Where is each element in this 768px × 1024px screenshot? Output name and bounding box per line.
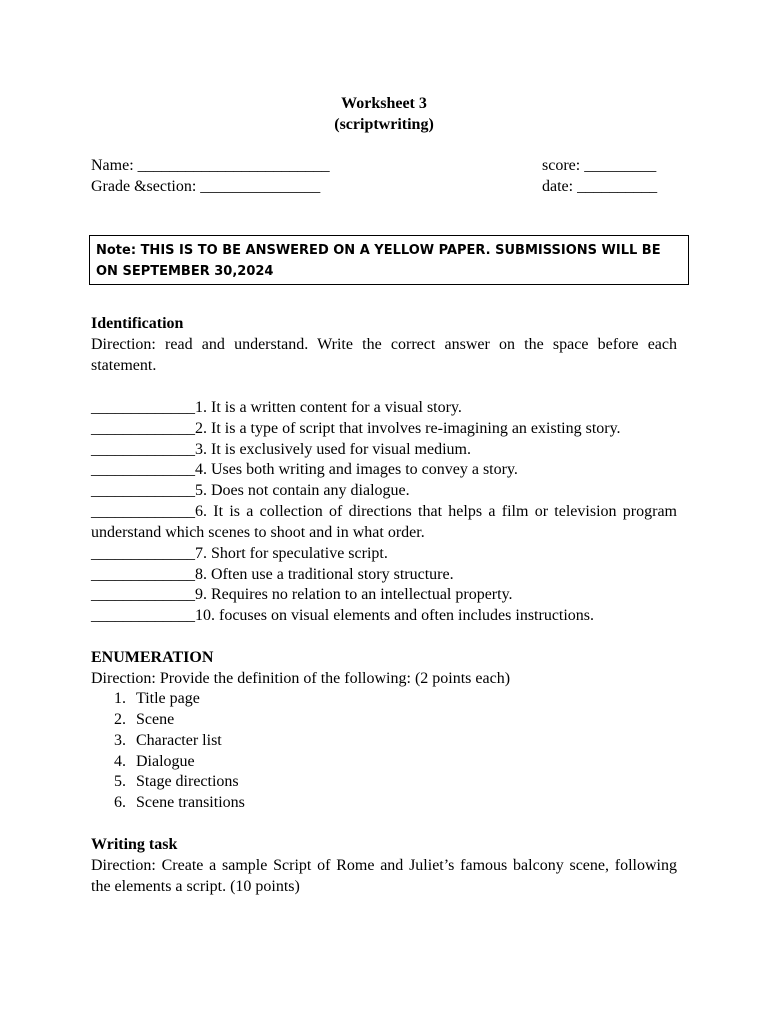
enumeration-item: Scene — [136, 711, 175, 728]
identification-heading: Identification — [91, 315, 184, 332]
identification-item: _____________2. It is a type of script that involves re-imagining an existing story. — [91, 420, 621, 437]
grade-section-field: Grade &section: _______________ — [91, 178, 321, 195]
enumeration-item: Stage directions — [136, 773, 239, 790]
identification-item: _____________6. It is a collection of directions that helps a film or television program understand which scenes to shoot and in what order. — [91, 503, 677, 541]
enumeration-number: 1. — [114, 690, 126, 707]
enumeration-number: 4. — [114, 753, 126, 770]
date-field: date: __________ — [542, 178, 658, 195]
enumeration-number: 6. — [114, 794, 126, 811]
identification-item: _____________5. Does not contain any dialogue. — [91, 482, 410, 499]
enumeration-item: Title page — [136, 690, 200, 707]
enumeration-item: Scene transitions — [136, 794, 245, 811]
identification-item: _____________7. Short for speculative script. — [91, 545, 388, 562]
enumeration-item: Dialogue — [136, 753, 195, 770]
enumeration-number: 2. — [114, 711, 126, 728]
identification-direction: Direction: read and understand. Write the correct answer on the space before each statement. — [91, 336, 677, 374]
enumeration-direction: Direction: Provide the definition of the following: (2 points each) — [91, 670, 511, 687]
enumeration-number: 3. — [114, 732, 126, 749]
identification-item: _____________1. It is a written content for a visual story. — [91, 399, 462, 416]
identification-item: _____________4. Uses both writing and images to convey a story. — [91, 461, 518, 478]
identification-item: _____________9. Requires no relation to an intellectual property. — [91, 586, 513, 603]
identification-item: _____________8. Often use a traditional story structure. — [91, 566, 454, 583]
writing-task-heading: Writing task — [91, 836, 178, 853]
enumeration-number: 5. — [114, 773, 126, 790]
identification-item: _____________3. It is exclusively used for visual medium. — [91, 441, 471, 458]
note-box: Note: THIS IS TO BE ANSWERED ON A YELLOW PAPER. SUBMISSIONS WILL BE ON SEPTEMBER 30,2024 — [89, 235, 689, 285]
identification-item: _____________10. focuses on visual elements and often includes instructions. — [91, 607, 595, 624]
enumeration-item: Character list — [136, 732, 222, 749]
worksheet-title: Worksheet 3 — [341, 95, 427, 112]
enumeration-heading: ENUMERATION — [91, 649, 214, 666]
score-field: score: _________ — [542, 157, 657, 174]
writing-task-direction: Direction: Create a sample Script of Rome and Juliet’s famous balcony scene, following the elements a script. (10 points) — [91, 857, 677, 895]
worksheet-subtitle: (scriptwriting) — [334, 116, 434, 133]
name-field: Name: ________________________ — [91, 157, 330, 174]
